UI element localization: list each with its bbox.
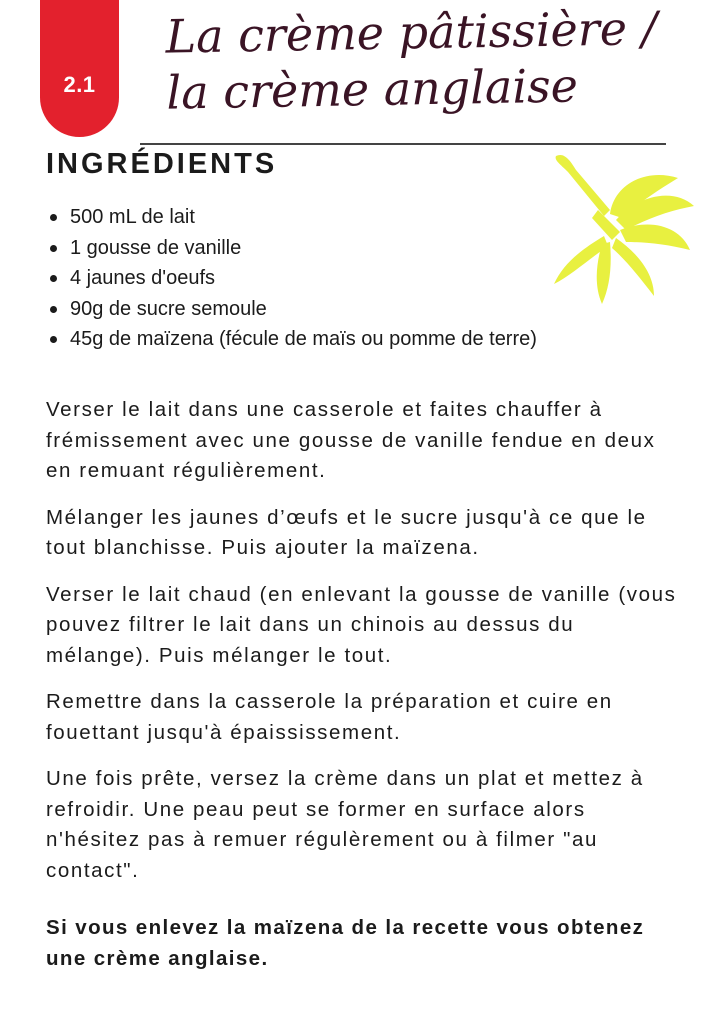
page-title-line-1: La crème pâtissière / xyxy=(165,1,658,64)
ingredient-item: 1 gousse de vanille xyxy=(46,233,566,264)
ingredient-item: 90g de sucre semoule xyxy=(46,294,566,325)
yellow-leaf-icon xyxy=(550,148,698,306)
page-title-line-2: la crème anglaise xyxy=(166,58,579,120)
recipe-note: Si vous enlevez la maïzena de la recette vous obtenez une crème anglaise. xyxy=(46,916,645,970)
recipe-steps xyxy=(46,395,686,902)
title-divider xyxy=(140,143,666,145)
page-title xyxy=(165,0,697,121)
ingredient-item: 4 jaunes d'oeufs xyxy=(46,263,566,294)
ingredients-list xyxy=(46,202,566,355)
recipe-step: Une fois prête, versez la crème dans un plat et mettez à refroidir. Une peau peut se former en surface alors n'hésitez pas à remuer régulèrement ou à filmer "au contact". xyxy=(46,767,644,882)
recipe-step: Verser le lait dans une casserole et faites chauffer à frémissement avec une gousse de vanille fendue en deux en remuant régulièrement. xyxy=(46,398,656,482)
ingredient-item: 45g de maïzena (fécule de maïs ou pomme de terre) xyxy=(46,324,566,355)
section-number-badge xyxy=(40,0,119,137)
recipe-step: Verser le lait chaud (en enlevant la gousse de vanille (vous pouvez filtrer le lait dans un chinois au dessus du mélange). Puis mélanger le tout. xyxy=(46,582,677,667)
ingredient-item: 500 mL de lait xyxy=(46,202,566,233)
ingredients-heading: INGRÉDIENTS xyxy=(46,148,278,180)
recipe-step: Remettre dans la casserole la préparation et cuire en fouettant jusqu'à épaississement. xyxy=(46,690,613,744)
recipe-step: Mélanger les jaunes d’œufs et le sucre jusqu'à ce que le tout blanchisse. Puis ajouter la maïzena. xyxy=(46,505,647,559)
section-number-label: 2.1 xyxy=(63,72,96,97)
